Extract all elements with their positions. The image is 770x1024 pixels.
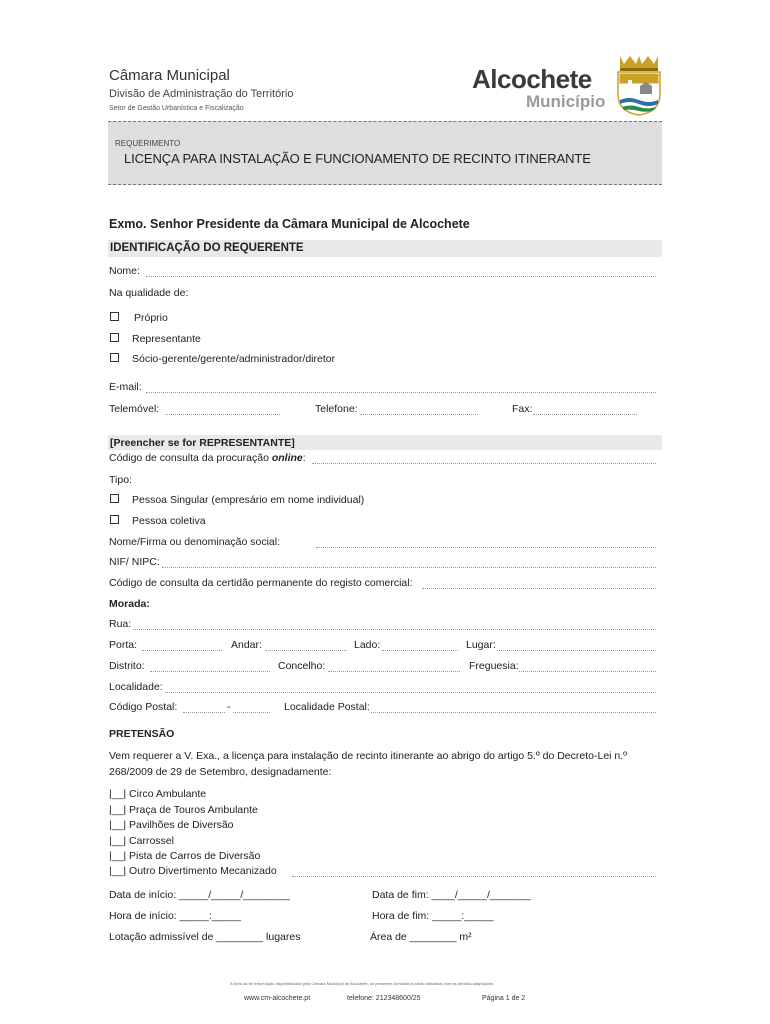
rua-field[interactable]	[133, 619, 656, 630]
codigo-postal-label: Código Postal:	[109, 701, 178, 713]
option-pessoa-coletiva: Pessoa coletiva	[132, 515, 206, 527]
hora-inicio[interactable]: Hora de início: _____:_____	[109, 910, 241, 922]
lado-field[interactable]	[382, 640, 458, 651]
coat-of-arms-icon	[614, 54, 664, 116]
item-circo-ambulante[interactable]: |__| Circo Ambulante	[109, 788, 207, 800]
localidade-label: Localidade:	[109, 681, 163, 693]
telemovel-field[interactable]	[165, 404, 280, 415]
porta-label: Porta:	[109, 639, 138, 651]
localidade-postal-label: Localidade Postal:	[284, 701, 370, 713]
codigo-online: online	[271, 452, 303, 464]
lado-label: Lado:	[354, 639, 381, 651]
codigo-postal-dash: -	[227, 701, 231, 713]
porta-field[interactable]	[142, 640, 222, 651]
certidao-field[interactable]	[422, 578, 656, 589]
nome-firma-field[interactable]	[316, 537, 656, 548]
checkbox-representante[interactable]	[110, 333, 119, 342]
item-pista-carros[interactable]: |__| Pista de Carros de Diversão	[109, 850, 261, 862]
salutation: Exmo. Senhor Presidente da Câmara Municipal de Alcochete	[109, 217, 470, 231]
checkbox-pessoa-singular[interactable]	[110, 494, 119, 503]
section-heading-identificacao: IDENTIFICAÇÃO DO REQUERENTE	[110, 242, 304, 254]
telefone-field[interactable]	[360, 404, 478, 415]
item-carrossel[interactable]: |__| Carrossel	[109, 835, 174, 847]
codigo-procuracao-field[interactable]	[312, 453, 656, 464]
division-name: Divisão de Administração do Território	[109, 88, 294, 100]
lugar-label: Lugar:	[466, 639, 496, 651]
footer-notice: A ficha ao ter informação disponibilizada pela Câmara Municipal de Alcochete, os presentes formulários serão utilizados com as devidas adaptações	[230, 981, 494, 986]
logo-word: Alcochete	[472, 64, 592, 94]
nome-firma-label: Nome/Firma ou denominação social:	[109, 536, 280, 548]
option-pessoa-singular: Pessoa Singular (empresário em nome individual)	[132, 494, 365, 506]
andar-field[interactable]	[265, 640, 347, 651]
lugar-field[interactable]	[497, 640, 656, 651]
data-fim[interactable]: Data de fim: ____/_____/_______	[372, 889, 531, 901]
logo-sub: Município	[526, 92, 606, 111]
nif-label: NIF/ NIPC:	[109, 556, 160, 568]
localidade-postal-field[interactable]	[371, 702, 656, 713]
telemovel-label: Telemóvel:	[109, 403, 160, 415]
fax-field[interactable]	[533, 404, 637, 415]
hora-fim[interactable]: Hora de fim: _____:_____	[372, 910, 494, 922]
title-kicker: REQUERIMENTO	[115, 139, 181, 148]
rua-label: Rua:	[109, 618, 132, 630]
lotacao[interactable]: Lotação admissível de ________ lugares	[109, 931, 301, 943]
area[interactable]: Área de ________ m²	[370, 931, 472, 943]
localidade-field[interactable]	[165, 682, 656, 693]
concelho-field[interactable]	[328, 661, 460, 672]
qualidade-label: Na qualidade de:	[109, 287, 189, 299]
sector-name: Setor de Gestão Urbanística e Fiscalização	[109, 105, 244, 112]
email-field[interactable]	[146, 382, 656, 393]
nif-field[interactable]	[162, 557, 656, 568]
option-representante: Representante	[132, 333, 201, 345]
footer-phone: telefone: 212348600/25	[347, 995, 421, 1002]
municipality-logo	[470, 54, 670, 118]
checkbox-proprio[interactable]	[110, 312, 119, 321]
org-name: Câmara Municipal	[109, 67, 230, 84]
fax-label: Fax:	[512, 403, 533, 415]
andar-label: Andar:	[231, 639, 262, 651]
nome-field[interactable]	[146, 266, 656, 277]
option-socio-gerente: Sócio-gerente/gerente/administrador/diretor	[132, 353, 336, 365]
distrito-field[interactable]	[150, 661, 270, 672]
item-outro-divertimento[interactable]: |__| Outro Divertimento Mecanizado	[109, 865, 277, 877]
section-heading-pretensao: PRETENSÃO	[109, 728, 175, 740]
footer-website[interactable]: www.cm-alcochete.pt	[244, 995, 311, 1002]
codigo-postal-field-2[interactable]	[233, 702, 270, 713]
codigo-suffix: :	[302, 452, 306, 464]
distrito-label: Distrito:	[109, 660, 145, 672]
nome-label: Nome:	[109, 265, 140, 277]
freguesia-label: Freguesia:	[469, 660, 519, 672]
checkbox-socio-gerente[interactable]	[110, 353, 119, 362]
pretensao-text-1: Vem requerer a V. Exa., a licença para instalação de recinto itinerante ao abrigo do artigo 5.º do Decreto-Lei n.º	[109, 750, 628, 762]
freguesia-field[interactable]	[519, 661, 656, 672]
tipo-label: Tipo:	[109, 474, 132, 486]
codigo-postal-field-1[interactable]	[183, 702, 225, 713]
telefone-label: Telefone:	[315, 403, 358, 415]
item-praca-touros[interactable]: |__| Praça de Touros Ambulante	[109, 804, 258, 816]
item-pavilhoes[interactable]: |__| Pavilhões de Diversão	[109, 819, 234, 831]
checkbox-pessoa-coletiva[interactable]	[110, 515, 119, 524]
data-inicio[interactable]: Data de início: _____/_____/________	[109, 889, 290, 901]
pretensao-text-2: 268/2009 de 29 de Setembro, designadamente:	[109, 766, 332, 778]
title-box	[108, 121, 662, 185]
codigo-prefix: Código de consulta da procuração	[109, 452, 272, 464]
email-label: E-mail:	[109, 381, 142, 393]
option-proprio: Próprio	[134, 312, 168, 324]
footer-page-number: Página 1 de 2	[482, 995, 526, 1002]
outro-divertimento-field[interactable]	[292, 866, 656, 877]
morada-label: Morada:	[109, 598, 150, 610]
concelho-label: Concelho:	[278, 660, 326, 672]
form-title: LICENÇA PARA INSTALAÇÃO E FUNCIONAMENTO DE RECINTO ITINERANTE	[124, 151, 591, 166]
section-heading-representante: [Preencher se for REPRESENTANTE]	[110, 437, 295, 449]
codigo-procuracao-label	[109, 452, 306, 464]
certidao-label: Código de consulta da certidão permanente do registo comercial:	[109, 577, 413, 589]
